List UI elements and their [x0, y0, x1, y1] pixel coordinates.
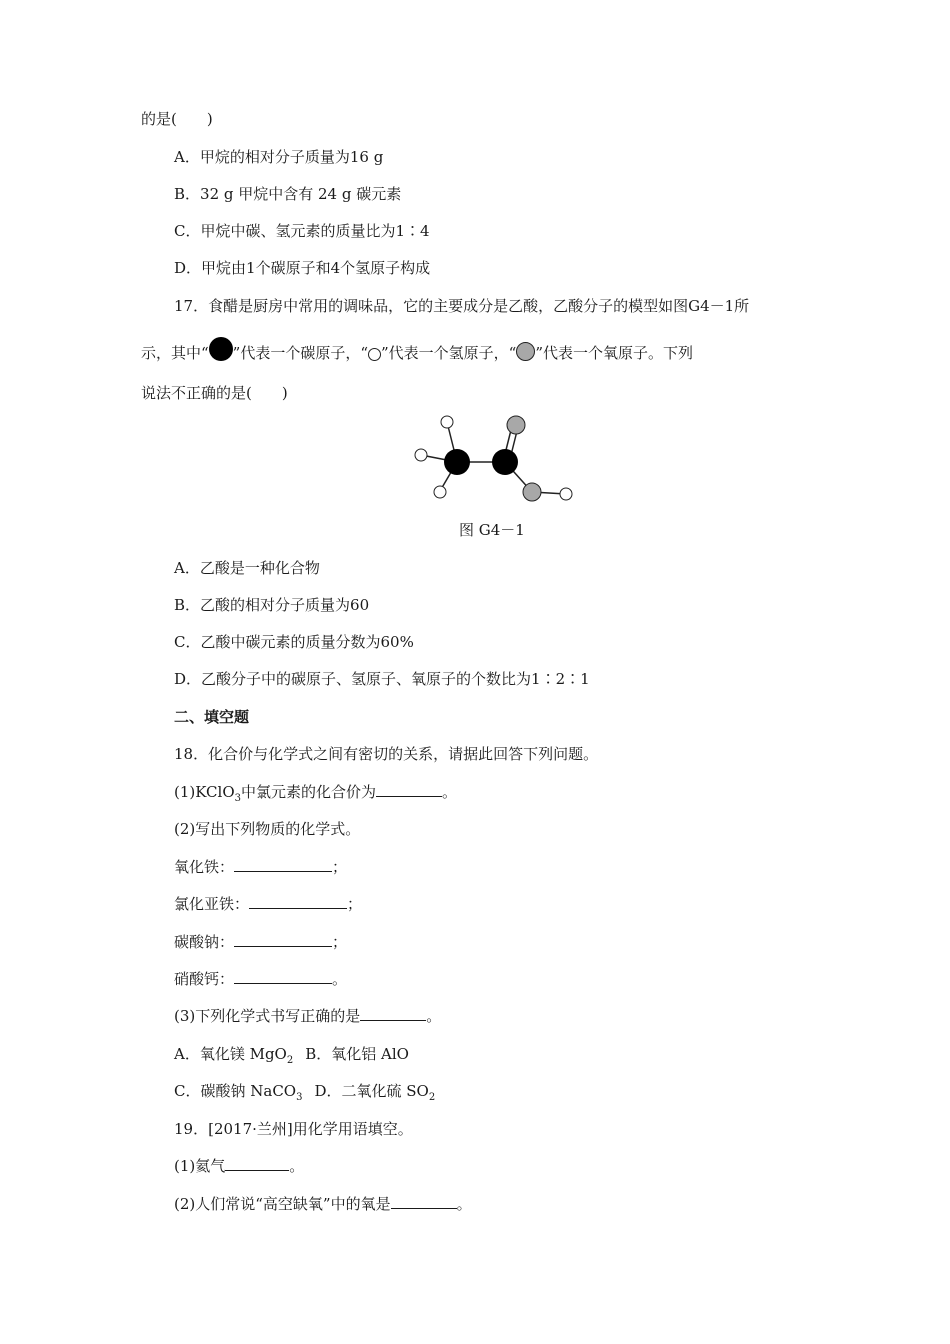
q16-tail: 的是( ) — [141, 110, 213, 128]
q18-p1-text: (1)KClO — [174, 783, 235, 801]
hydrogen-atom-icon — [368, 348, 381, 361]
oxygen-atom-icon — [516, 342, 535, 361]
q17-option-c: C．乙酸中碳元素的质量分数为60% — [174, 633, 414, 651]
section-heading: 二、填空题 — [174, 708, 250, 726]
answer-blank[interactable] — [249, 893, 347, 909]
answer-blank[interactable] — [391, 1193, 457, 1209]
q16-option-d: D．甲烷由1个碳原子和4个氢原子构成 — [174, 259, 431, 277]
q19-p1-end: 。 — [289, 1157, 305, 1175]
item-end: ； — [332, 858, 348, 876]
q18-stem: 18．化合价与化学式之间有密切的关系，请据此回答下列问题。 — [174, 745, 599, 763]
q18-option-b: B．氧化铝 AlO — [305, 1045, 409, 1063]
q19-stem: 19．[2017·兰州]用化学用语填空。 — [174, 1120, 413, 1138]
q17-stem-line1: 17．食醋是厨房中常用的调味品，它的主要成分是乙酸，乙酸分子的模型如图G4－1所 — [174, 297, 750, 315]
item-label: 氧化铁： — [174, 858, 235, 876]
q19-part1 — [174, 1155, 304, 1177]
acetic-acid-molecule-figure — [400, 408, 590, 508]
answer-blank[interactable] — [234, 856, 332, 872]
q18-option-d: D．二氧化硫 SO — [314, 1082, 429, 1100]
item-label: 硝酸钙： — [174, 970, 235, 988]
q17-option-a: A．乙酸是一种化合物 — [174, 559, 320, 577]
q18-p1-text2: 中氯元素的化合价为 — [241, 783, 377, 801]
answer-blank[interactable] — [376, 781, 442, 797]
answer-blank[interactable] — [234, 968, 332, 984]
answer-blank[interactable] — [360, 1005, 426, 1021]
carbon-atom-icon — [209, 337, 233, 361]
q17-option-d: D．乙酸分子中的碳原子、氢原子、氧原子的个数比为1∶2∶1 — [174, 670, 590, 688]
q17-text-d: ”代表一个氧原子。下列 — [535, 344, 694, 362]
q16-option-b: B．32 g 甲烷中含有 24 g 碳元素 — [174, 185, 402, 203]
figure-caption: 图 G4－1 — [459, 521, 525, 539]
item-end: 。 — [332, 970, 348, 988]
q17-text-b: ”代表一个碳原子，“ — [232, 344, 369, 362]
q18-p1-sub: 3 — [234, 793, 241, 804]
q16-option-a: A．甲烷的相对分子质量为16 g — [174, 148, 384, 166]
q18-p3-end: 。 — [426, 1007, 442, 1025]
q18-item-ferrous-chloride — [174, 893, 362, 915]
q17-text-c: ”代表一个氢原子，“ — [381, 344, 517, 362]
q17-option-b: B．乙酸的相对分子质量为60 — [174, 596, 370, 614]
q18-option-a-sub: 2 — [286, 1055, 294, 1066]
q18-p3-text: (3)下列化学式书写正确的是 — [174, 1007, 361, 1025]
q18-part1 — [174, 781, 457, 803]
q18-option-d-sub: 2 — [428, 1092, 436, 1103]
oxygen-atom — [523, 483, 541, 501]
carbon-atom — [492, 449, 518, 475]
q18-option-a: A．氧化镁 MgO — [174, 1045, 287, 1063]
item-label: 碳酸钠： — [174, 933, 235, 951]
q18-options-ab — [174, 1043, 409, 1065]
item-label: 氯化亚铁： — [174, 895, 250, 913]
hydrogen-atom — [415, 449, 427, 461]
q19-part2 — [174, 1193, 472, 1215]
q17-stem-line2 — [141, 342, 693, 364]
q18-options-cd — [174, 1080, 435, 1102]
answer-blank[interactable] — [225, 1155, 289, 1171]
q17-stem-line3: 说法不正确的是( ) — [141, 384, 288, 402]
q19-p2-text: (2)人们常说“高空缺氧”中的氧是 — [174, 1195, 391, 1213]
hydrogen-atom — [434, 486, 446, 498]
carbon-atom — [444, 449, 470, 475]
item-end: ； — [347, 895, 363, 913]
q18-part2: (2)写出下列物质的化学式。 — [174, 820, 361, 838]
q18-item-calcium-nitrate — [174, 968, 347, 990]
q18-p1-end: 。 — [442, 783, 458, 801]
q19-p2-end: 。 — [456, 1195, 472, 1213]
answer-blank[interactable] — [234, 931, 332, 947]
hydrogen-atom — [560, 488, 572, 500]
q18-item-ferric-oxide — [174, 856, 347, 878]
q18-option-c-sub: 3 — [296, 1092, 303, 1103]
q18-option-c: C．碳酸钠 NaCO — [174, 1082, 297, 1100]
q17-text-a: 示，其中“ — [141, 344, 209, 362]
q18-part3 — [174, 1005, 441, 1027]
q18-item-sodium-carbonate — [174, 931, 347, 953]
q16-option-c: C．甲烷中碳、氢元素的质量比为1∶4 — [174, 222, 430, 240]
oxygen-atom — [507, 416, 525, 434]
q19-p1-text: (1)氦气 — [174, 1157, 226, 1175]
hydrogen-atom — [441, 416, 453, 428]
item-end: ； — [332, 933, 348, 951]
